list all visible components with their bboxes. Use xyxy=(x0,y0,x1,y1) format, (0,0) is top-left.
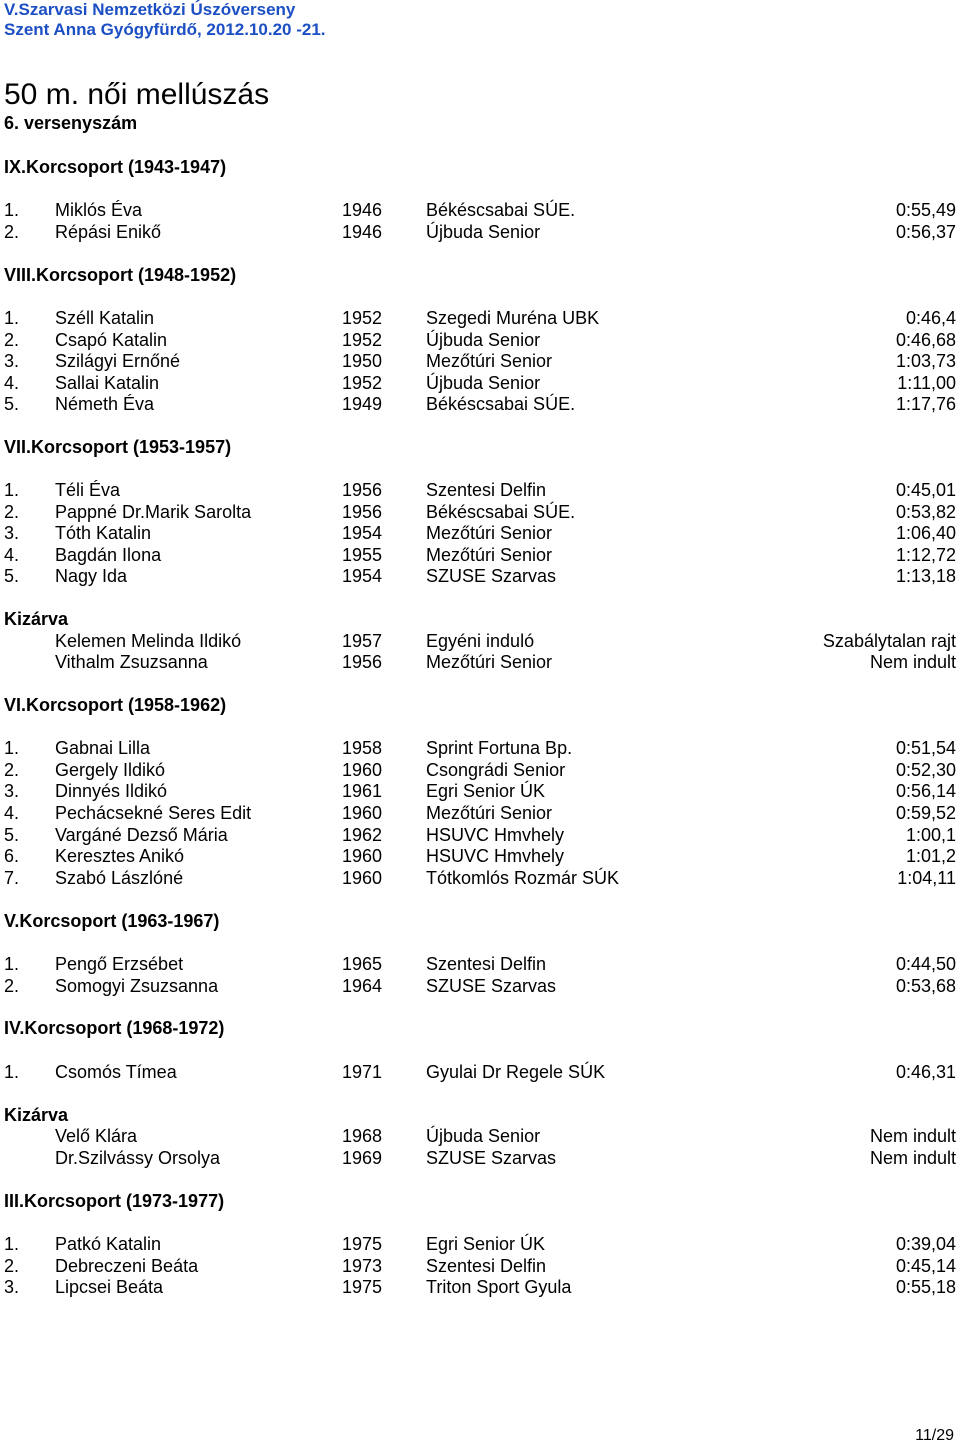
club: Újbuda Senior xyxy=(426,1126,541,1146)
swimmer-name: Szilágyi Ernőné xyxy=(55,351,181,371)
swimmer-name: Tóth Katalin xyxy=(55,523,152,543)
rank: 1. xyxy=(4,954,20,974)
birth-year: 1954 xyxy=(342,523,383,543)
group-title: VIII.Korcsoport (1948-1952) xyxy=(4,265,237,285)
swimmer-name: Széll Katalin xyxy=(55,308,155,328)
result-row xyxy=(0,1276,960,1298)
rank: 3. xyxy=(4,351,20,371)
birth-year: 1961 xyxy=(342,781,383,801)
swimmer-name: Gabnai Lilla xyxy=(55,738,151,758)
time: 0:46,4 xyxy=(905,308,956,328)
club: Mezőtúri Senior xyxy=(426,351,553,371)
rank: 2. xyxy=(4,222,20,242)
swimmer-name: Pengő Erzsébet xyxy=(55,954,184,974)
result-row xyxy=(0,1061,960,1083)
birth-year: 1956 xyxy=(342,652,383,672)
group-title: IV.Korcsoport (1968-1972) xyxy=(4,1018,225,1038)
swimmer-name: Bagdán Ilona xyxy=(55,545,162,565)
rank: 5. xyxy=(4,394,20,414)
result-row xyxy=(0,953,960,975)
swimmer-name: Debreczeni Beáta xyxy=(55,1256,199,1276)
header-event-name: V.Szarvasi Nemzetközi Úszóverseny xyxy=(4,0,296,19)
swimmer-name: Dinnyés Ildikó xyxy=(55,781,168,801)
birth-year: 1954 xyxy=(342,566,383,586)
result-row xyxy=(0,221,960,243)
club: Újbuda Senior xyxy=(426,330,541,350)
swimmer-name: Somogyi Zsuzsanna xyxy=(55,976,219,996)
swimmer-name: Velő Klára xyxy=(55,1126,138,1146)
excluded-row xyxy=(0,1125,960,1147)
group-title: VII.Korcsoport (1953-1957) xyxy=(4,437,232,457)
club: Egri Senior ÚK xyxy=(426,781,546,801)
group-title: III.Korcsoport (1973-1977) xyxy=(4,1191,225,1211)
club: Sprint Fortuna Bp. xyxy=(426,738,573,758)
excluded-row xyxy=(0,630,960,652)
club: HSUVC Hmvhely xyxy=(426,825,565,845)
rank: 1. xyxy=(4,1234,20,1254)
result-row xyxy=(0,350,960,372)
birth-year: 1960 xyxy=(342,868,383,888)
rank: 3. xyxy=(4,523,20,543)
birth-year: 1956 xyxy=(342,502,383,522)
status: Nem indult xyxy=(869,1148,956,1168)
birth-year: 1960 xyxy=(342,803,383,823)
rank: 4. xyxy=(4,545,20,565)
time: 0:51,54 xyxy=(895,738,956,758)
club: Egyéni induló xyxy=(426,631,535,651)
result-row xyxy=(0,544,960,566)
time: 1:04,11 xyxy=(897,868,956,888)
birth-year: 1949 xyxy=(342,394,383,414)
time: 1:12,72 xyxy=(895,545,956,565)
result-row xyxy=(0,824,960,846)
birth-year: 1957 xyxy=(342,631,383,651)
birth-year: 1964 xyxy=(342,976,383,996)
rank: 2. xyxy=(4,976,20,996)
swimmer-name: Vargáné Dezső Mária xyxy=(55,825,228,845)
time: 0:55,18 xyxy=(895,1277,956,1297)
time: 0:39,04 xyxy=(895,1234,956,1254)
result-row xyxy=(0,759,960,781)
club: Mezőtúri Senior xyxy=(426,803,553,823)
club: Egri Senior ÚK xyxy=(426,1234,546,1254)
time: 1:00,1 xyxy=(905,825,956,845)
club: Mezőtúri Senior xyxy=(426,652,553,672)
club: Csongrádi Senior xyxy=(426,760,566,780)
time: 1:03,73 xyxy=(895,351,956,371)
club: Mezőtúri Senior xyxy=(426,523,553,543)
excluded-row xyxy=(0,1147,960,1169)
club: Szentesi Delfin xyxy=(426,1256,547,1276)
rank: 7. xyxy=(4,868,20,888)
birth-year: 1950 xyxy=(342,351,383,371)
result-row xyxy=(0,501,960,523)
swimmer-name: Pappné Dr.Marik Sarolta xyxy=(55,502,252,522)
rank: 1. xyxy=(4,480,20,500)
birth-year: 1971 xyxy=(342,1062,383,1082)
birth-year: 1965 xyxy=(342,954,383,974)
rank: 1. xyxy=(4,738,20,758)
result-row xyxy=(0,780,960,802)
birth-year: 1962 xyxy=(342,825,383,845)
club: Békéscsabai SÚE. xyxy=(426,394,576,414)
result-row xyxy=(0,372,960,394)
birth-year: 1968 xyxy=(342,1126,383,1146)
result-row xyxy=(0,1233,960,1255)
birth-year: 1955 xyxy=(342,545,383,565)
event-title: 50 m. női mellúszás xyxy=(4,78,270,111)
excluded-label: Kizárva xyxy=(4,1105,69,1125)
swimmer-name: Nagy Ida xyxy=(55,566,128,586)
rank: 5. xyxy=(4,566,20,586)
time: 0:56,14 xyxy=(895,781,956,801)
time: 1:11,00 xyxy=(897,373,956,393)
result-row xyxy=(0,802,960,824)
birth-year: 1969 xyxy=(342,1148,383,1168)
result-row xyxy=(0,737,960,759)
result-row xyxy=(0,329,960,351)
birth-year: 1960 xyxy=(342,846,383,866)
club: Szegedi Muréna UBK xyxy=(426,308,600,328)
time: 0:46,31 xyxy=(895,1062,956,1082)
result-row xyxy=(0,522,960,544)
swimmer-name: Kelemen Melinda Ildikó xyxy=(55,631,242,651)
club: SZUSE Szarvas xyxy=(426,976,557,996)
club: SZUSE Szarvas xyxy=(426,566,557,586)
excluded-label: Kizárva xyxy=(4,609,69,629)
birth-year: 1946 xyxy=(342,200,383,220)
swimmer-name: Szabó Lászlóné xyxy=(55,868,184,888)
time: 1:13,18 xyxy=(895,566,956,586)
time: 0:53,68 xyxy=(895,976,956,996)
birth-year: 1973 xyxy=(342,1256,383,1276)
birth-year: 1956 xyxy=(342,480,383,500)
club: Békéscsabai SÚE. xyxy=(426,502,576,522)
time: 0:53,82 xyxy=(895,502,956,522)
result-row xyxy=(0,199,960,221)
group-title: V.Korcsoport (1963-1967) xyxy=(4,911,220,931)
event-number: 6. versenyszám xyxy=(4,113,138,133)
swimmer-name: Csomós Tímea xyxy=(55,1062,177,1082)
swimmer-name: Lipcsei Beáta xyxy=(55,1277,164,1297)
result-row xyxy=(0,975,960,997)
swimmer-name: Németh Éva xyxy=(55,394,155,414)
swimmer-name: Miklós Éva xyxy=(55,200,143,220)
birth-year: 1975 xyxy=(342,1234,383,1254)
result-row xyxy=(0,845,960,867)
rank: 4. xyxy=(4,803,20,823)
time: 0:56,37 xyxy=(895,222,956,242)
result-row xyxy=(0,867,960,889)
club: Gyulai Dr Regele SÚK xyxy=(426,1062,606,1082)
birth-year: 1952 xyxy=(342,330,383,350)
time: 0:44,50 xyxy=(895,954,956,974)
swimmer-name: Dr.Szilvássy Orsolya xyxy=(55,1148,221,1168)
swimmer-name: Sallai Katalin xyxy=(55,373,160,393)
status: Szabálytalan rajt xyxy=(822,631,956,651)
club: Szentesi Delfin xyxy=(426,480,547,500)
club: Tótkomlós Rozmár SÚK xyxy=(426,868,620,888)
status: Nem indult xyxy=(869,652,956,672)
time: 0:55,49 xyxy=(895,200,956,220)
result-row xyxy=(0,479,960,501)
swimmer-name: Pechácsekné Seres Edit xyxy=(55,803,252,823)
swimmer-name: Vithalm Zsuzsanna xyxy=(55,652,208,672)
time: 1:01,2 xyxy=(905,846,956,866)
club: Békéscsabai SÚE. xyxy=(426,200,576,220)
club: SZUSE Szarvas xyxy=(426,1148,557,1168)
birth-year: 1975 xyxy=(342,1277,383,1297)
birth-year: 1946 xyxy=(342,222,383,242)
club: Újbuda Senior xyxy=(426,373,541,393)
time: 0:45,01 xyxy=(895,480,956,500)
time: 0:45,14 xyxy=(895,1256,956,1276)
rank: 2. xyxy=(4,1256,20,1276)
result-row xyxy=(0,565,960,587)
swimmer-name: Csapó Katalin xyxy=(55,330,168,350)
rank: 5. xyxy=(4,825,20,845)
group-title: IX.Korcsoport (1943-1947) xyxy=(4,157,227,177)
rank: 6. xyxy=(4,846,20,866)
group-title: VI.Korcsoport (1958-1962) xyxy=(4,695,227,715)
swimmer-name: Répási Enikő xyxy=(55,222,162,242)
club: Triton Sport Gyula xyxy=(426,1277,572,1297)
swimmer-name: Patkó Katalin xyxy=(55,1234,162,1254)
time: 0:52,30 xyxy=(895,760,956,780)
time: 0:46,68 xyxy=(895,330,956,350)
status: Nem indult xyxy=(869,1126,956,1146)
rank: 1. xyxy=(4,1062,20,1082)
club: Szentesi Delfin xyxy=(426,954,547,974)
birth-year: 1952 xyxy=(342,373,383,393)
club: Újbuda Senior xyxy=(426,222,541,242)
club: HSUVC Hmvhely xyxy=(426,846,565,866)
time: 0:59,52 xyxy=(895,803,956,823)
birth-year: 1958 xyxy=(342,738,383,758)
rank: 2. xyxy=(4,502,20,522)
header-venue-date: Szent Anna Gyógyfürdő, 2012.10.20 -21. xyxy=(4,20,326,39)
page-number: 11/29 xyxy=(915,1427,954,1444)
rank: 1. xyxy=(4,200,20,220)
birth-year: 1952 xyxy=(342,308,383,328)
time: 1:17,76 xyxy=(895,394,956,414)
rank: 2. xyxy=(4,760,20,780)
swimmer-name: Keresztes Anikó xyxy=(55,846,185,866)
rank: 1. xyxy=(4,308,20,328)
rank: 3. xyxy=(4,1277,20,1297)
result-row xyxy=(0,1255,960,1277)
club: Mezőtúri Senior xyxy=(426,545,553,565)
swimmer-name: Gergely Ildikó xyxy=(55,760,166,780)
swimmer-name: Téli Éva xyxy=(55,480,121,500)
rank: 3. xyxy=(4,781,20,801)
result-row xyxy=(0,393,960,415)
rank: 4. xyxy=(4,373,20,393)
rank: 2. xyxy=(4,330,20,350)
birth-year: 1960 xyxy=(342,760,383,780)
time: 1:06,40 xyxy=(895,523,956,543)
excluded-row xyxy=(0,651,960,673)
result-row xyxy=(0,307,960,329)
